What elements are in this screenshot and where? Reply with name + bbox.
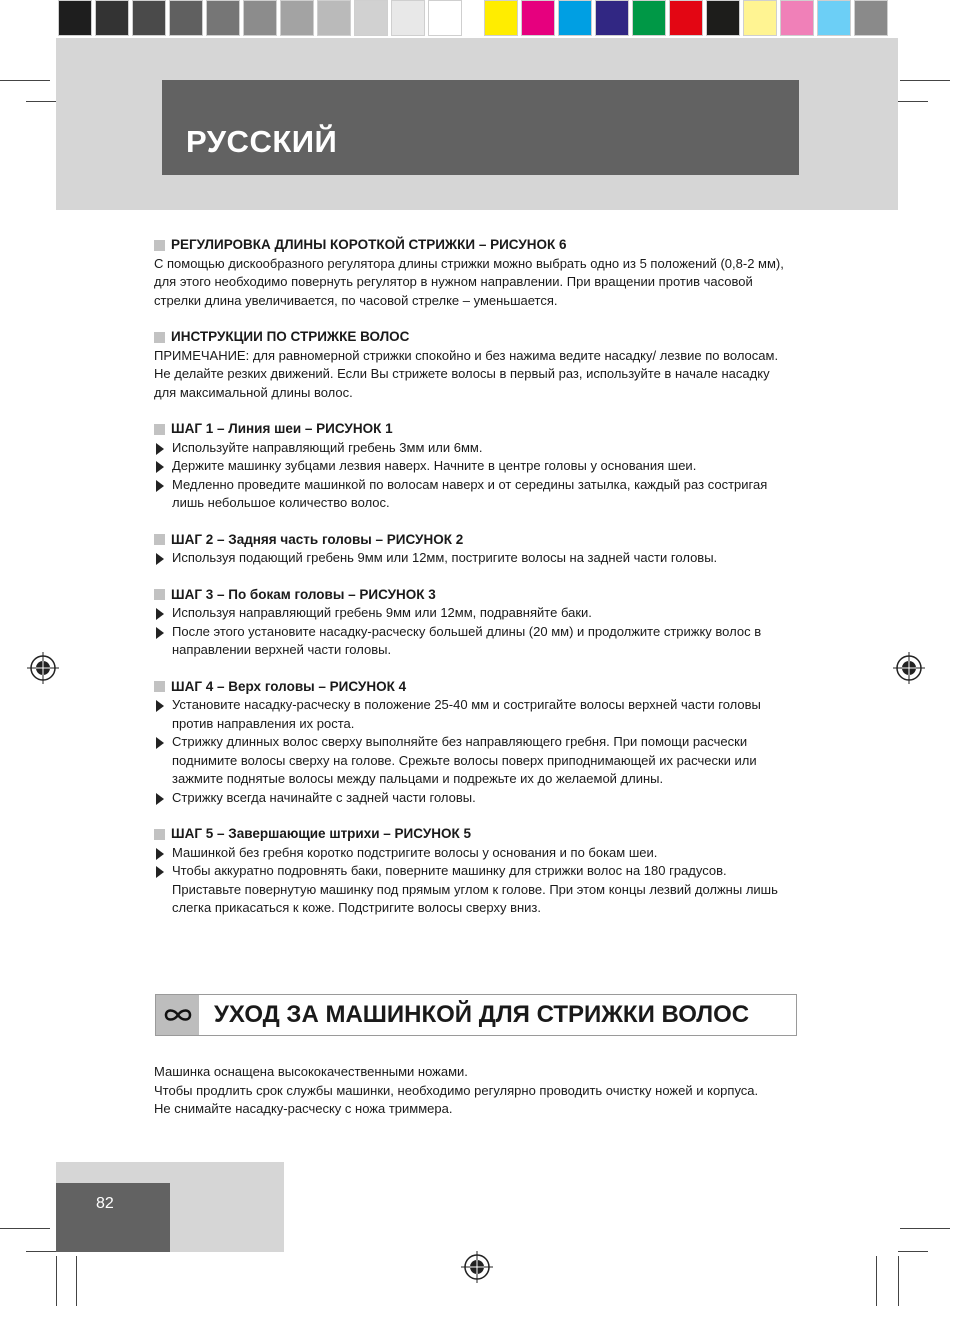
crop-mark bbox=[0, 80, 50, 81]
list-item: Держите машинку зубцами лезвия наверх. Начните в центре головы у основания шеи. bbox=[154, 457, 794, 476]
care-section-title: УХОД ЗА МАШИНКОЙ ДЛЯ СТРИЖКИ ВОЛОС bbox=[214, 1001, 750, 1028]
care-icon-box bbox=[156, 995, 199, 1035]
page-title: РУССКИЙ bbox=[186, 124, 338, 159]
list-item: Стрижку всегда начинайте с задней части головы. bbox=[154, 789, 794, 808]
step-list bbox=[154, 549, 794, 568]
triangle-bullet-icon bbox=[156, 627, 164, 639]
gray-swatch bbox=[206, 0, 240, 36]
section-heading: ИНСТРУКЦИИ ПО СТРИЖКЕ ВОЛОС bbox=[154, 328, 794, 347]
process-swatch bbox=[484, 0, 518, 36]
step-heading: ШАГ 3 – По бокам головы – РИСУНОК 3 bbox=[154, 586, 794, 605]
registration-mark-icon bbox=[893, 652, 925, 684]
gray-swatch bbox=[169, 0, 203, 36]
square-bullet-icon bbox=[154, 240, 165, 251]
triangle-bullet-icon bbox=[156, 848, 164, 860]
section-paragraph: ПРИМЕЧАНИЕ: для равномерной стрижки спокойно и без нажима ведите насадку/ лезвие по волосам. Не делайте резких движений. Если Вы стрижете волосы в первый раз, используйте в начале насадку для максимальной длины волос. bbox=[154, 347, 779, 400]
gray-swatch bbox=[95, 0, 129, 36]
process-swatch bbox=[743, 0, 777, 36]
list-item: После этого установите насадку-расческу большей длины (20 мм) и продолжите стрижку волос в направлении верхней части головы. bbox=[154, 623, 794, 660]
gray-swatch bbox=[354, 0, 388, 36]
step-heading: ШАГ 4 – Верх головы – РИСУНОК 4 bbox=[154, 678, 794, 697]
list-item: Используя подающий гребень 9мм или 12мм, постригите волосы на задней части головы. bbox=[154, 549, 794, 568]
square-bullet-icon bbox=[154, 424, 165, 435]
main-content bbox=[154, 236, 794, 918]
step-heading: ШАГ 5 – Завершающие штрихи – РИСУНОК 5 bbox=[154, 825, 794, 844]
triangle-bullet-icon bbox=[156, 480, 164, 492]
list-item: Установите насадку-расческу в положение 25-40 мм и состригайте волосы верхней части головы против направления их роста. bbox=[154, 696, 794, 733]
crop-mark bbox=[900, 80, 950, 81]
crop-mark bbox=[76, 1256, 77, 1306]
section-paragraph: С помощью дискообразного регулятора длины стрижки можно выбрать одно из 5 положений (0,8-2 мм), для этого необходимо повернуть регулятор в нужном направлении. При вращении против часовой стрелки длина увеличивается, по часовой стрелке – уменьшается. bbox=[154, 255, 784, 308]
triangle-bullet-icon bbox=[156, 866, 164, 878]
square-bullet-icon bbox=[154, 332, 165, 343]
process-swatch bbox=[669, 0, 703, 36]
list-item: Чтобы аккуратно подровнять баки, поверните машинку для стрижки волос на 180 градусов. Приставьте повернутую машинку под прямым углом к голове. При этом концы лезвий должны лишь слегка прикасаться к коже. Подстригите волосы сверху вниз. bbox=[154, 862, 794, 918]
process-swatch bbox=[706, 0, 740, 36]
crop-mark bbox=[898, 1256, 899, 1306]
step-list bbox=[154, 604, 794, 660]
square-bullet-icon bbox=[154, 681, 165, 692]
crop-mark bbox=[900, 1228, 950, 1229]
gray-swatch bbox=[280, 0, 314, 36]
crop-mark bbox=[26, 101, 56, 102]
triangle-bullet-icon bbox=[156, 461, 164, 473]
process-swatch bbox=[558, 0, 592, 36]
process-swatch bbox=[780, 0, 814, 36]
section-heading: РЕГУЛИРОВКА ДЛИНЫ КОРОТКОЙ СТРИЖКИ – РИСУНОК 6 bbox=[154, 236, 794, 255]
triangle-bullet-icon bbox=[156, 793, 164, 805]
triangle-bullet-icon bbox=[156, 553, 164, 565]
gray-color-bar bbox=[58, 0, 465, 38]
list-item: Стрижку длинных волос сверху выполняйте без направляющего гребня. При помощи расчески поднимите волосы сверху на голове. Срежьте волосы поверх приподнимающей их расчески или зажмите поднятые волосы между пальцами и подрежьте их до желаемой длины. bbox=[154, 733, 794, 789]
page-number-box bbox=[56, 1183, 170, 1252]
triangle-bullet-icon bbox=[156, 608, 164, 620]
gray-swatch bbox=[391, 0, 425, 36]
step-list bbox=[154, 844, 794, 918]
square-bullet-icon bbox=[154, 534, 165, 545]
gray-swatch bbox=[428, 0, 462, 36]
square-bullet-icon bbox=[154, 829, 165, 840]
registration-mark-icon bbox=[461, 1251, 493, 1283]
care-paragraph: Чтобы продлить срок службы машинки, необходимо регулярно проводить очистку ножей и корпуса. bbox=[154, 1082, 759, 1098]
square-bullet-icon bbox=[154, 589, 165, 600]
process-swatch bbox=[521, 0, 555, 36]
triangle-bullet-icon bbox=[156, 737, 164, 749]
list-item: Машинкой без гребня коротко подстригите волосы у основания и по бокам шеи. bbox=[154, 844, 794, 863]
crop-mark bbox=[26, 1251, 56, 1252]
list-item: Используя направляющий гребень 9мм или 12мм, подравняйте баки. bbox=[154, 604, 794, 623]
gray-swatch bbox=[58, 0, 92, 36]
crop-mark bbox=[898, 1251, 928, 1252]
care-section-text bbox=[154, 1063, 794, 1119]
step-list bbox=[154, 439, 794, 513]
step-list bbox=[154, 696, 794, 807]
gray-swatch bbox=[317, 0, 351, 36]
list-item: Используйте направляющий гребень 3мм или 6мм. bbox=[154, 439, 794, 458]
triangle-bullet-icon bbox=[156, 700, 164, 712]
process-swatch bbox=[817, 0, 851, 36]
process-swatch bbox=[632, 0, 666, 36]
gray-swatch bbox=[132, 0, 166, 36]
care-paragraph: Машинка оснащена высококачественными ножами. bbox=[154, 1064, 468, 1079]
process-color-bar bbox=[484, 0, 891, 38]
gray-swatch bbox=[243, 0, 277, 36]
infinity-icon bbox=[163, 1006, 193, 1024]
crop-mark bbox=[0, 1228, 50, 1229]
crop-mark bbox=[56, 1256, 57, 1306]
page-number: 82 bbox=[96, 1195, 114, 1212]
list-item: Медленно проведите машинкой по волосам наверх и от середины затылка, каждый раз состригая лишь небольшое количество волос. bbox=[154, 476, 794, 513]
care-section-header bbox=[155, 994, 797, 1036]
crop-mark bbox=[876, 1256, 877, 1306]
step-heading: ШАГ 1 – Линия шеи – РИСУНОК 1 bbox=[154, 420, 794, 439]
care-paragraph: Не снимайте насадку-расческу с ножа триммера. bbox=[154, 1101, 453, 1116]
triangle-bullet-icon bbox=[156, 443, 164, 455]
step-heading: ШАГ 2 – Задняя часть головы – РИСУНОК 2 bbox=[154, 531, 794, 550]
process-swatch bbox=[595, 0, 629, 36]
crop-mark bbox=[898, 101, 928, 102]
registration-mark-icon bbox=[27, 652, 59, 684]
process-swatch bbox=[854, 0, 888, 36]
